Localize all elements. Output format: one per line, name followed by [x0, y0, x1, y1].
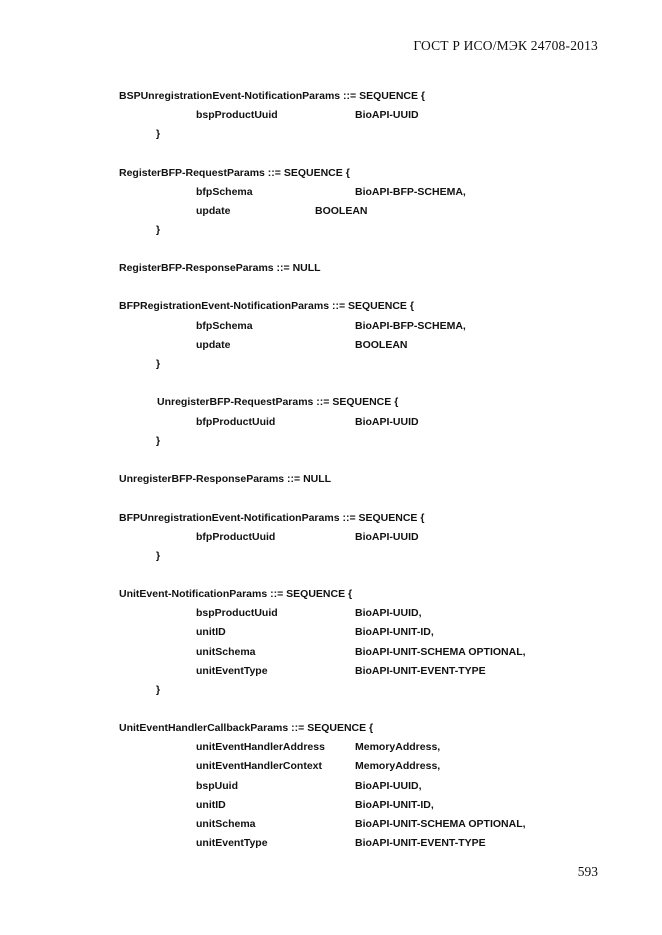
- field-name: unitSchema: [196, 818, 256, 830]
- field-type: MemoryAddress,: [355, 760, 441, 772]
- field-name: bfpProductUuid: [196, 531, 276, 543]
- field-name: unitID: [196, 626, 226, 638]
- field-type: BioAPI-UUID: [355, 416, 419, 428]
- field-type: BioAPI-BFP-SCHEMA,: [355, 320, 466, 332]
- page-header: ГОСТ Р ИСО/МЭК 24708-2013: [413, 38, 598, 53]
- field-type: BioAPI-UNIT-SCHEMA OPTIONAL,: [355, 818, 526, 830]
- field-type: MemoryAddress,: [355, 741, 441, 753]
- type-definition: BFPRegistrationEvent-NotificationParams ::= SEQUENCE {: [119, 300, 414, 312]
- field-type: BOOLEAN: [355, 339, 408, 351]
- closing-brace: }: [156, 224, 161, 236]
- field-type: BioAPI-UNIT-ID,: [355, 799, 434, 811]
- field-name: unitEventHandlerContext: [196, 760, 323, 772]
- closing-brace: }: [156, 128, 161, 140]
- field-name: update: [196, 339, 231, 351]
- field-type: BOOLEAN: [315, 205, 368, 217]
- field-type: BioAPI-UNIT-SCHEMA OPTIONAL,: [355, 646, 526, 658]
- field-type: BioAPI-UNIT-EVENT-TYPE: [355, 837, 486, 849]
- field-name: unitEventHandlerAddress: [196, 741, 325, 753]
- field-name: unitSchema: [196, 646, 256, 658]
- field-type: BioAPI-UNIT-EVENT-TYPE: [355, 665, 486, 677]
- field-name: unitEventType: [196, 665, 268, 677]
- field-name: bspUuid: [196, 780, 238, 792]
- field-type: BioAPI-UUID: [355, 531, 419, 543]
- field-type: BioAPI-BFP-SCHEMA,: [355, 186, 466, 198]
- type-definition: UnregisterBFP-RequestParams ::= SEQUENCE {: [157, 396, 399, 408]
- type-definition: RegisterBFP-RequestParams ::= SEQUENCE {: [119, 167, 350, 179]
- page-number: 593: [577, 864, 598, 879]
- type-definition: BFPUnregistrationEvent-NotificationParams ::= SEQUENCE {: [119, 512, 425, 524]
- type-definition: UnitEventHandlerCallbackParams ::= SEQUENCE {: [119, 722, 374, 734]
- field-type: BioAPI-UUID: [355, 109, 419, 121]
- field-type: BioAPI-UNIT-ID,: [355, 626, 434, 638]
- field-type: BioAPI-UUID,: [355, 780, 422, 792]
- field-type: BioAPI-UUID,: [355, 607, 422, 619]
- field-name: bfpSchema: [196, 186, 253, 198]
- field-name: update: [196, 205, 231, 217]
- field-name: unitID: [196, 799, 226, 811]
- closing-brace: }: [156, 684, 161, 696]
- closing-brace: }: [156, 550, 161, 562]
- field-name: bfpProductUuid: [196, 416, 276, 428]
- closing-brace: }: [156, 435, 161, 447]
- type-definition: BSPUnregistrationEvent-NotificationParams ::= SEQUENCE {: [119, 90, 426, 102]
- closing-brace: }: [156, 358, 161, 370]
- type-definition: UnregisterBFP-ResponseParams ::= NULL: [119, 473, 332, 485]
- type-definition: UnitEvent-NotificationParams ::= SEQUENCE {: [119, 588, 353, 600]
- type-definition: RegisterBFP-ResponseParams ::= NULL: [119, 262, 321, 274]
- field-name: bspProductUuid: [196, 607, 278, 619]
- field-name: bfpSchema: [196, 320, 253, 332]
- field-name: unitEventType: [196, 837, 268, 849]
- field-name: bspProductUuid: [196, 109, 278, 121]
